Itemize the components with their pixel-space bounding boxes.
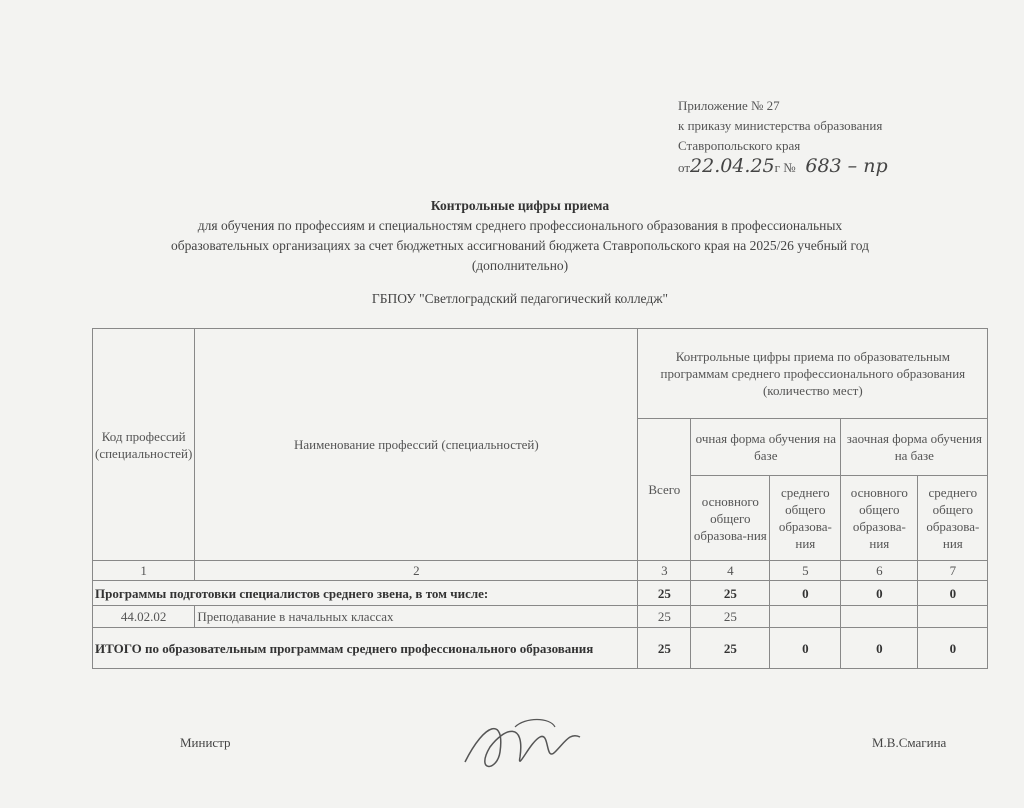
admission-table bbox=[92, 328, 988, 669]
appendix-line2: к приказу министерства образования bbox=[678, 118, 883, 133]
col-number: 5 bbox=[770, 561, 841, 581]
cell: 0 bbox=[841, 628, 918, 669]
header-part-time: заочная форма обучения на базе bbox=[841, 419, 988, 476]
header-name: Наименование профессий (специальностей) bbox=[195, 329, 638, 561]
title-line4: (дополнительно) bbox=[471, 258, 569, 273]
document-title bbox=[100, 196, 940, 276]
cell: 25 bbox=[691, 628, 770, 669]
col-number: 6 bbox=[841, 561, 918, 581]
cell: 0 bbox=[918, 581, 988, 606]
row-name: Программы подготовки специалистов среднего звена, в том числе: bbox=[93, 581, 638, 606]
table-row bbox=[93, 581, 988, 606]
cell: 25 bbox=[638, 581, 691, 606]
signature-icon bbox=[455, 712, 585, 782]
row-code: 44.02.02 bbox=[93, 606, 195, 628]
appendix-line1: Приложение № 27 bbox=[678, 98, 780, 113]
cell: 25 bbox=[691, 581, 770, 606]
handwritten-number: 683 – пр bbox=[805, 155, 888, 177]
header-part-basic: основного общего образова-ния bbox=[841, 476, 918, 561]
header-code: Код профессий (специальностей) bbox=[93, 329, 195, 561]
header-total: Всего bbox=[638, 419, 691, 561]
cell: 25 bbox=[638, 628, 691, 669]
cell: 25 bbox=[691, 606, 770, 628]
col-number: 2 bbox=[195, 561, 638, 581]
signer-name: М.В.Смагина bbox=[872, 735, 947, 750]
organization-name: ГБПОУ "Светлоградский педагогический колледж" bbox=[371, 291, 669, 306]
title-line1: Контрольные цифры приема bbox=[430, 198, 610, 213]
title-line3: образовательных организациях за счет бюджетных ассигнований бюджета Ставропольского края на 2025/26 учебный год bbox=[171, 238, 869, 253]
number-prefix: № bbox=[783, 160, 796, 175]
header-full-time: очная форма обучения на базе bbox=[691, 419, 841, 476]
cell: 0 bbox=[770, 628, 841, 669]
appendix-block bbox=[678, 96, 888, 178]
cell bbox=[770, 606, 841, 628]
date-prefix: от bbox=[678, 160, 691, 175]
cell: 25 bbox=[638, 606, 691, 628]
table-row bbox=[93, 628, 988, 669]
row-name: ИТОГО по образовательным программам среднего профессионального образования bbox=[93, 628, 638, 669]
header-kcp: Контрольные цифры приема по образовательным программам среднего профессионального образования (количество мест) bbox=[638, 329, 988, 419]
cell: 0 bbox=[770, 581, 841, 606]
header-part-secondary: среднего общего образова-ния bbox=[918, 476, 988, 561]
table-row bbox=[93, 606, 988, 628]
cell: 0 bbox=[841, 581, 918, 606]
appendix-date-line bbox=[678, 156, 888, 178]
handwritten-date: 22.04.25 bbox=[690, 155, 775, 177]
signer-position: Министр bbox=[180, 735, 231, 750]
col-number: 3 bbox=[638, 561, 691, 581]
cell bbox=[841, 606, 918, 628]
date-suffix: г bbox=[774, 160, 780, 175]
col-number: 4 bbox=[691, 561, 770, 581]
col-number: 1 bbox=[93, 561, 195, 581]
cell bbox=[918, 606, 988, 628]
appendix-line3: Ставропольского края bbox=[678, 138, 801, 153]
header-full-secondary: среднего общего образова-ния bbox=[770, 476, 841, 561]
cell: 0 bbox=[918, 628, 988, 669]
header-full-basic: основного общего образова-ния bbox=[691, 476, 770, 561]
title-line2: для обучения по профессиям и специальностям среднего профессионального образования в профессиональных bbox=[197, 218, 843, 233]
col-number: 7 bbox=[918, 561, 988, 581]
row-name: Преподавание в начальных классах bbox=[195, 606, 638, 628]
